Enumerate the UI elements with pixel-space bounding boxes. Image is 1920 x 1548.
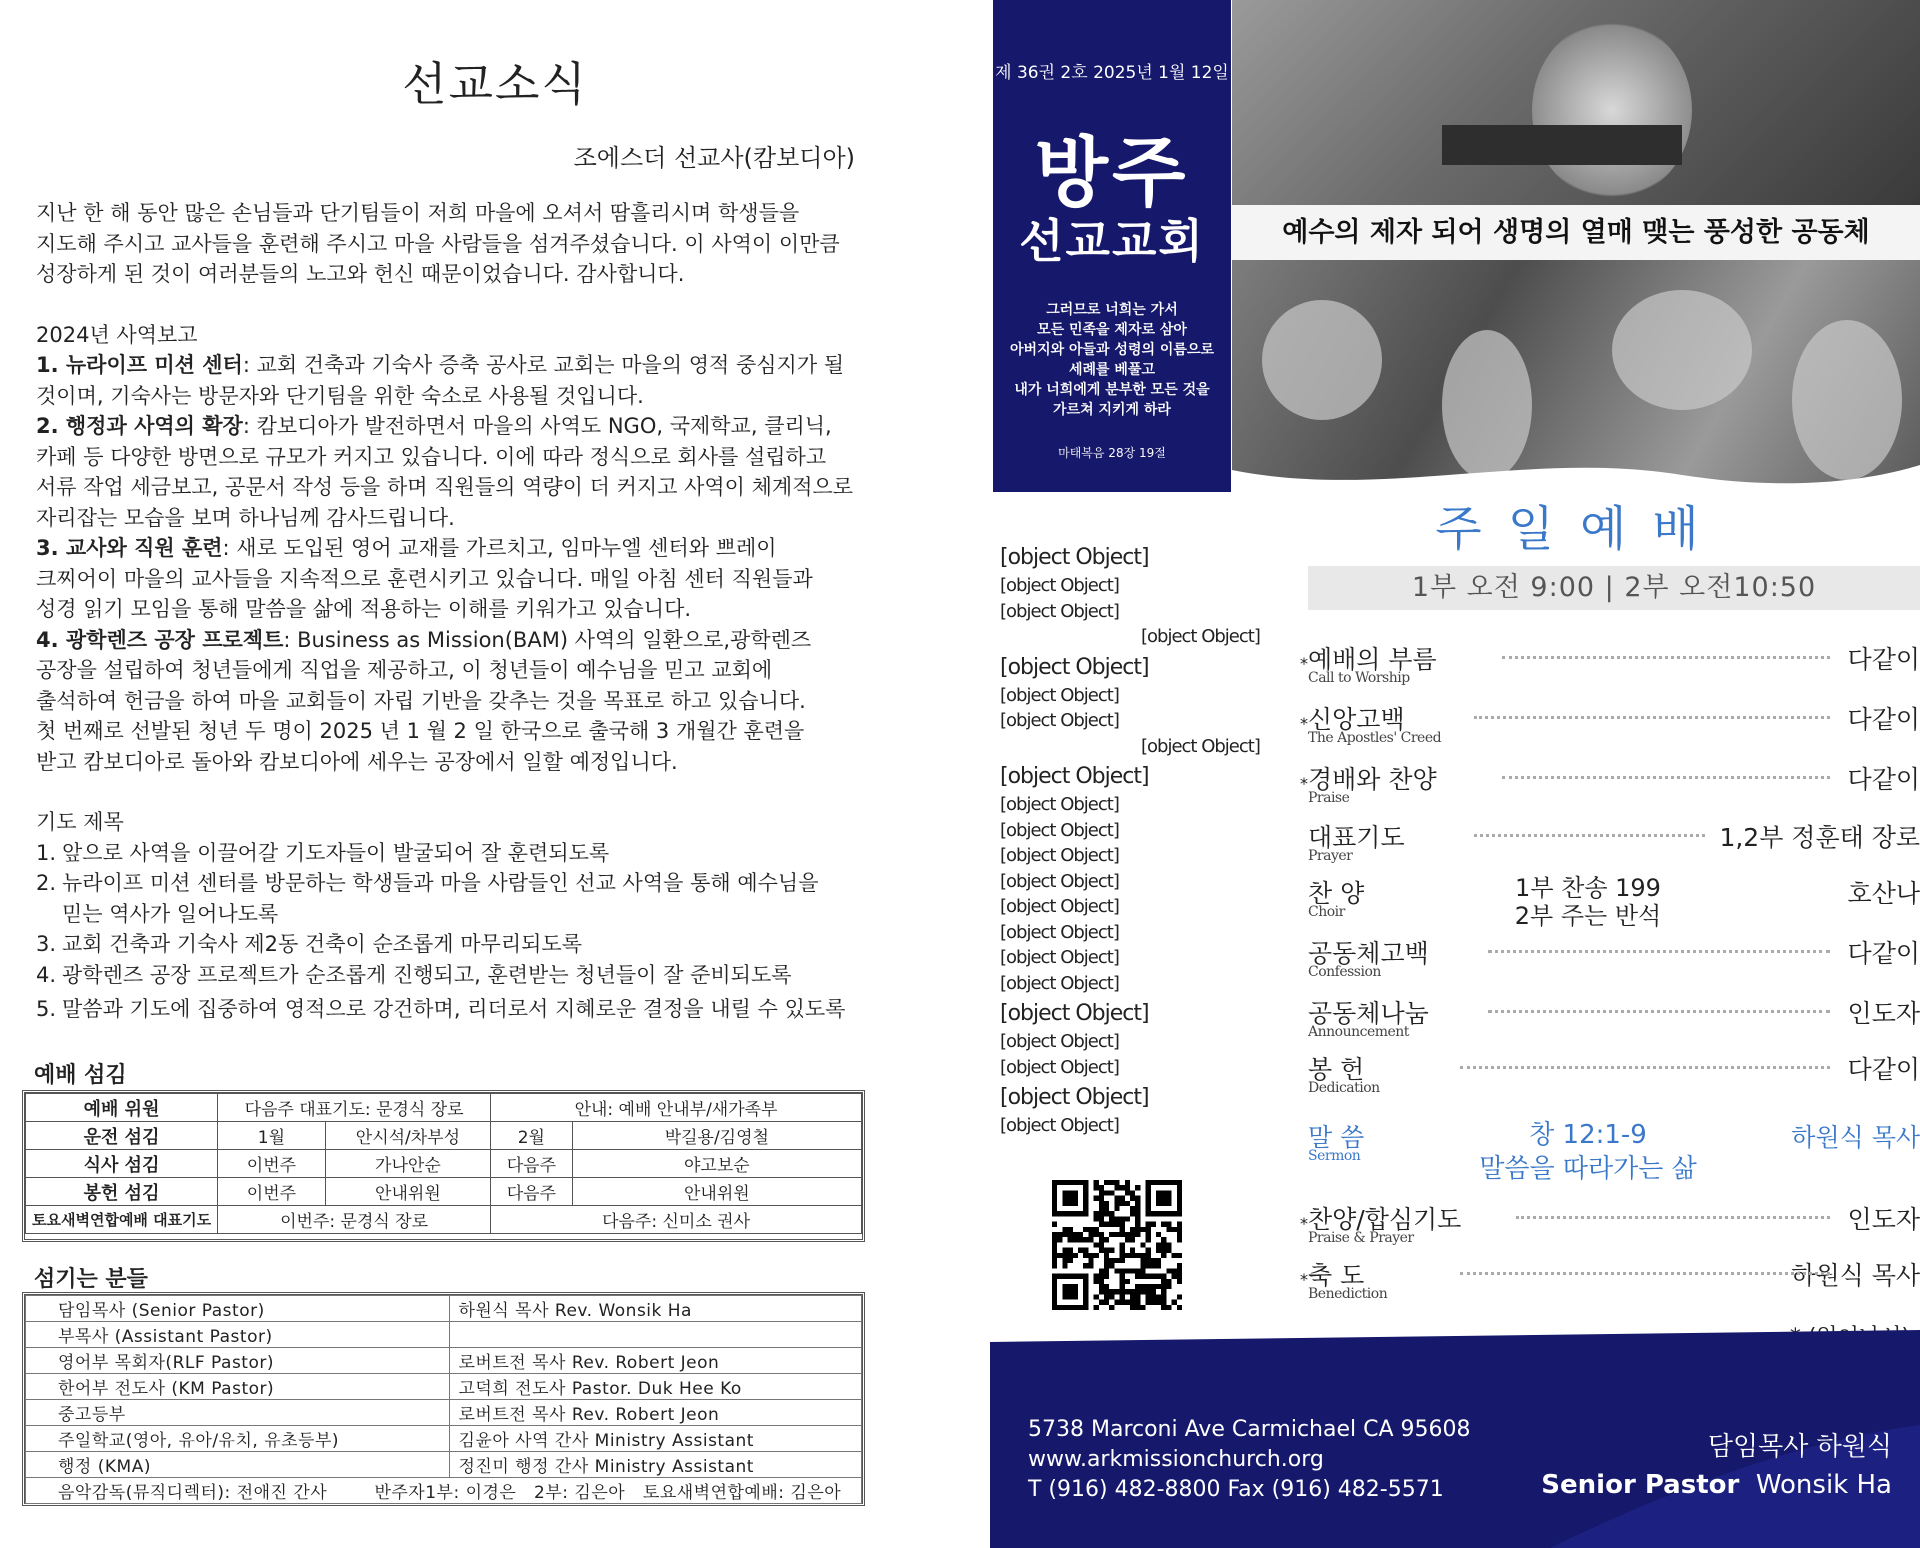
table-row <box>26 1122 862 1150</box>
table-cell: 로버트전 목사 Rev. Robert Jeon <box>450 1348 862 1374</box>
prayer-heading: 기도 제목 <box>36 810 124 834</box>
schedule-heading: [object Object] <box>1000 1085 1149 1110</box>
table-row <box>26 1322 862 1348</box>
order-title-en: Confession <box>1308 964 1381 980</box>
report-text: 것이며, 기숙사는 방문자와 단기팀을 위한 숙소로 사용될 것입니다. <box>36 383 644 408</box>
leader-dots <box>1460 1066 1830 1069</box>
order-title: 공동체나눔 <box>1308 999 1429 1028</box>
table-cell: 다음주 <box>491 1150 573 1178</box>
report-line <box>36 594 916 625</box>
order-item <box>1300 700 1920 756</box>
table-cell: 주일학교(영아, 유아/유치, 유초등부) <box>26 1426 450 1452</box>
prayer-number: 3. <box>36 932 57 956</box>
issue-info: 제 36권 2호 2025년 1월 12일 <box>995 63 1229 83</box>
stand-marker: * <box>1300 654 1308 673</box>
report-text: 성경 읽기 모임을 통해 말씀을 삶에 적용하는 이해를 키워가고 있습니다. <box>36 597 692 621</box>
leader-dots <box>1488 1010 1830 1013</box>
prayer-item <box>36 868 916 929</box>
order-leader: 다같이 <box>1847 705 1920 734</box>
report-line <box>36 442 916 473</box>
report-text: : 캄보디아가 발전하면서 마을의 사역도 NGO, 국제학교, 클리닉, <box>242 414 832 438</box>
schedule-line: [object Object] <box>1000 600 1119 622</box>
report-list <box>36 350 916 777</box>
order-leader: 다같이 <box>1847 939 1920 968</box>
order-title: 예배의 부름 <box>1308 645 1437 674</box>
order-item <box>1300 760 1920 816</box>
prayer-number: 5. <box>36 997 57 1021</box>
report-text: 첫 번째로 선발된 청년 두 명이 2025 년 1 월 2 일 한국으로 출국해 3 개월간 훈련을 <box>36 719 805 743</box>
table-cell: 다음주: 신미소 권사 <box>491 1206 862 1234</box>
table-cell: 부목사 (Assistant Pastor) <box>26 1322 450 1348</box>
order-title-en: The Apostles' Creed <box>1308 730 1442 746</box>
schedule-line: [object Object] <box>1141 626 1260 647</box>
report-text: : 새로 도입된 영어 교재를 가르치고, 임마누엘 센터와 쁘레이 <box>222 536 777 560</box>
schedule-line: [object Object] <box>1000 1031 1119 1052</box>
leader-dots <box>1502 776 1830 779</box>
table-cell: 이번주 <box>218 1150 326 1178</box>
order-title: 신앙고백 <box>1308 705 1405 734</box>
intro-line: 지난 한 해 동안 많은 손님들과 단기팀들이 저희 마을에 오셔서 땀흘리시며 학생들을 <box>36 201 800 225</box>
intro-line: 성장하게 된 것이 여러분들의 노고와 헌신 때문이었습니다. 감사합니다. <box>36 262 685 286</box>
report-line <box>36 503 916 534</box>
schedule-line: [object Object] <box>1000 921 1119 943</box>
qr-code[interactable] <box>1052 1180 1182 1310</box>
order-item <box>1300 1256 1920 1312</box>
order-item <box>1308 1050 1920 1106</box>
masthead <box>993 0 1231 492</box>
order-title-en: Call to Worship <box>1308 670 1410 686</box>
table-row <box>26 1150 862 1178</box>
table-cell: 한어부 전도사 (KM Pastor) <box>26 1374 450 1400</box>
order-title: 경배와 찬양 <box>1308 765 1437 794</box>
verse-reference: 마태복음 28장 19절 <box>1058 446 1166 460</box>
prayer-item <box>36 838 916 869</box>
stand-marker: * <box>1300 1270 1308 1289</box>
table-cell: 안내: 예배 안내부/새가족부 <box>491 1094 862 1122</box>
table-row <box>26 1400 862 1426</box>
service-times: 1부 오전 9:00 | 2부 오전10:50 <box>1308 566 1920 610</box>
verse-line: 모든 민족을 제자로 삼아 <box>1037 322 1187 338</box>
worship-photo <box>1232 0 1920 205</box>
table-row <box>26 1478 862 1504</box>
table-cell: 2월 <box>491 1122 573 1150</box>
leader-dots <box>1460 1272 1830 1275</box>
church-name-sub: 선교교회 <box>1019 214 1205 268</box>
schedule-heading: [object Object] <box>1000 545 1149 570</box>
order-title-en: Benediction <box>1308 1286 1388 1302</box>
report-line <box>36 625 916 656</box>
prayer-number: 1. <box>36 840 57 865</box>
table-cell: 김윤아 사역 간사 Ministry Assistant <box>450 1426 862 1452</box>
table-cell: 고덕희 전도사 Pastor. Duk Hee Ko <box>450 1374 862 1400</box>
table-cell: 운전 섬김 <box>26 1122 218 1150</box>
report-text: 공장을 설립하여 청년들에게 직업을 제공하고, 이 청년들이 예수님을 믿고 교회에 <box>36 658 773 682</box>
right-page <box>990 0 1920 1548</box>
table-cell <box>450 1322 862 1348</box>
prayer-text: 교회 건축과 기숙사 제2동 건축이 순조롭게 마무리되도록 <box>62 932 582 956</box>
table-cell: 박길용/김영철 <box>572 1122 861 1150</box>
table-cell: 야고보순 <box>572 1150 861 1178</box>
report-text: : Business as Mission(BAM) 사역의 일환으로,광학렌즈 <box>283 627 812 652</box>
pastor-label-en: Senior Pastor <box>1541 1470 1740 1500</box>
order-title: 축 도 <box>1308 1261 1365 1290</box>
report-line <box>36 564 916 595</box>
service-title: 주일예배 <box>1435 501 1725 557</box>
order-title: 공동체고백 <box>1308 939 1429 968</box>
order-leader: 인도자 <box>1847 999 1920 1028</box>
report-line <box>36 686 916 717</box>
table-cell: 가나안순 <box>325 1150 490 1178</box>
report-line <box>36 381 916 412</box>
report-item-title: 1. 뉴라이프 미션 센터 <box>36 353 243 377</box>
leader-dots <box>1474 716 1830 719</box>
report-text: 받고 캄보디아로 돌아와 캄보디아에 세우는 공장에서 일할 예정입니다. <box>36 749 678 774</box>
order-leader: 1,2부 정훈태 장로 <box>1719 823 1920 852</box>
table-cell: 하원식 목사 Rev. Wonsik Ha <box>450 1296 862 1322</box>
report-line <box>36 350 916 381</box>
report-line <box>36 716 916 747</box>
address-line: 5738 Marconi Ave Carmichael CA 95608 <box>1028 1417 1471 1442</box>
website-link[interactable]: www.arkmissionchurch.org <box>1028 1447 1324 1472</box>
schedule-heading: [object Object] <box>1000 1001 1149 1026</box>
order-title: 찬양/합심기도 <box>1308 1205 1462 1234</box>
verse <box>993 300 1231 420</box>
prayer-text: 믿는 역사가 일어나도록 <box>62 901 279 926</box>
order-item <box>1300 1200 1920 1256</box>
order-item <box>1308 818 1920 874</box>
prayer-number: 2. <box>36 871 57 895</box>
report-item-title: 2. 행정과 사역의 확장 <box>36 414 243 438</box>
table-cell: 중고등부 <box>26 1400 450 1426</box>
prayer-text: 광학렌즈 공장 프로젝트가 순조롭게 진행되고, 훈련받는 청년들이 잘 준비되도록 <box>62 962 792 987</box>
schedule-line: [object Object] <box>1000 845 1119 866</box>
schedule-line: [object Object] <box>1000 575 1119 596</box>
verse-line: 세례를 베풀고 <box>1068 362 1156 378</box>
order-leader: 인도자 <box>1847 1205 1920 1234</box>
staff-table <box>25 1295 862 1504</box>
schedule-line: [object Object] <box>1000 819 1119 841</box>
report-item-title: 4. 광학렌즈 공장 프로젝트 <box>36 627 284 652</box>
table-cell: 안내위원 <box>572 1178 861 1206</box>
report-text: 서류 작업 세금보고, 공문서 작성 등을 하며 직원들의 역량이 더 커지고 사역이 체계적으로 <box>36 475 854 499</box>
order-item <box>1308 874 1920 930</box>
order-title-en: Choir <box>1308 904 1345 920</box>
schedule-line: [object Object] <box>1000 870 1119 892</box>
prayer-text: 뉴라이프 미션 센터를 방문하는 학생들과 마을 사람들인 선교 사역을 통해 예수님을 <box>62 871 819 895</box>
report-item-title: 3. 교사와 직원 훈련 <box>36 536 223 560</box>
table-cell: 1월 <box>218 1122 326 1150</box>
table-cell: 행정 (KMA) <box>26 1452 450 1478</box>
table-row <box>26 1094 862 1122</box>
leader-dots <box>1474 834 1705 837</box>
report-text: 크찌어이 마을의 교사들을 지속적으로 훈련시키고 있습니다. 매일 아침 센터 직원들과 <box>36 566 813 591</box>
phone-line: T (916) 482-8800 Fax (916) 482-5571 <box>1028 1477 1444 1502</box>
order-title-en: Announcement <box>1308 1024 1409 1040</box>
table-row <box>26 1296 862 1322</box>
schedule-line: [object Object] <box>1000 684 1119 706</box>
verse-line: 아버지와 아들과 성령의 이름으로 <box>1010 342 1214 358</box>
schedule-line: [object Object] <box>1000 1056 1119 1078</box>
pastor-name: 하원식 <box>1816 1432 1892 1462</box>
table-cell: 안내위원 <box>325 1178 490 1206</box>
table-cell: 담임목사 (Senior Pastor) <box>26 1296 450 1322</box>
report-heading: 2024년 사역보고 <box>36 322 198 347</box>
table-cell: 토요새벽연합예배 대표기도 <box>26 1206 218 1234</box>
prayer-number: 4. <box>36 962 57 987</box>
table-cell: 다음주 대표기도: 문경식 장로 <box>218 1094 491 1122</box>
verse-line: 가르쳐 지키게 하라 <box>1053 402 1171 418</box>
order-leader: 다같이 <box>1847 765 1920 794</box>
schedule-line: [object Object] <box>1000 972 1119 994</box>
schedule <box>1000 540 1260 1139</box>
stand-marker: * <box>1300 714 1308 733</box>
stand-marker: * <box>1300 774 1308 793</box>
report-text: 자리잡는 모습을 보며 하나님께 감사드립니다. <box>36 505 455 530</box>
order-title: 대표기도 <box>1308 823 1405 852</box>
church-address <box>1028 1415 1471 1505</box>
schedule-line: [object Object] <box>1000 896 1119 917</box>
page-title: 선교소식 <box>402 57 588 111</box>
order-item <box>1308 994 1920 1050</box>
service-table <box>25 1093 862 1234</box>
table-row <box>26 1374 862 1400</box>
order-title-en: Praise & Prayer <box>1308 1230 1414 1246</box>
prayer-item <box>36 960 916 991</box>
table-cell: 정진미 행정 간사 Ministry Assistant <box>450 1452 862 1478</box>
order-leader: 다같이 <box>1847 645 1920 674</box>
prayer-item <box>36 929 916 960</box>
table-cell: 안시석/차부성 <box>325 1122 490 1150</box>
author: 조에스더 선교사(캄보디아) <box>573 144 855 172</box>
table-row <box>26 1206 862 1234</box>
order-title-en: Prayer <box>1308 848 1353 864</box>
table-cell: 다음주 <box>491 1178 573 1206</box>
table-row <box>26 1452 862 1478</box>
stand-marker: * <box>1300 1214 1308 1233</box>
report-text: : 교회 건축과 기숙사 증축 공사로 교회는 마을의 영적 중심지가 될 <box>242 353 845 377</box>
table-cell: 예배 위원 <box>26 1094 218 1122</box>
motto: 예수의 제자 되어 생명의 열매 맺는 풍성한 공동체 <box>1232 205 1920 260</box>
article-body <box>36 198 916 1025</box>
schedule-line: [object Object] <box>1000 710 1119 731</box>
table-row <box>26 1178 862 1206</box>
leader-dots <box>1502 656 1830 659</box>
report-line <box>36 747 916 778</box>
schedule-line: [object Object] <box>1000 947 1119 968</box>
prayer-list <box>36 838 916 1025</box>
report-line <box>36 411 916 442</box>
report-text: 카페 등 다양한 방면으로 규모가 커지고 있습니다. 이에 따라 정식으로 회사를 설립하고 <box>36 444 827 469</box>
prayer-text: 앞으로 사역을 이끌어갈 기도자들이 발굴되어 잘 훈련되도록 <box>62 840 610 865</box>
order-item <box>1300 640 1920 696</box>
order-item <box>1308 934 1920 990</box>
leader-dots <box>1516 1216 1830 1219</box>
staff-heading: 섬기는 분들 <box>34 1267 148 1292</box>
prayer-item <box>36 994 916 1025</box>
order-title-en: Praise <box>1308 790 1350 806</box>
pastor-label: 담임목사 <box>1707 1432 1809 1462</box>
order-leader: 호산나 <box>1847 879 1920 908</box>
order-leader: 하원식 목사 <box>1791 1261 1920 1290</box>
report-text: 출석하여 헌금을 하여 마을 교회들이 자립 기반을 갖추는 것을 목표로 하고 있습니다. <box>36 688 806 713</box>
schedule-heading: [object Object] <box>1000 764 1149 789</box>
leader-dots <box>1488 950 1830 953</box>
church-name: 방주 <box>1034 128 1190 217</box>
schedule-line: [object Object] <box>1000 794 1119 815</box>
report-line <box>36 472 916 503</box>
order-title: 찬 양 <box>1308 879 1365 908</box>
order-leader: 다같이 <box>1847 1055 1920 1084</box>
table-row <box>26 1348 862 1374</box>
order-title-en: Sermon <box>1308 1148 1361 1164</box>
table-cell: 이번주 <box>218 1178 326 1206</box>
schedule-heading: [object Object] <box>1000 654 1149 680</box>
verse-line: 그러므로 너희는 가서 <box>1046 302 1178 318</box>
table-cell: 식사 섬김 <box>26 1150 218 1178</box>
table-cell: 로버트전 목사 Rev. Robert Jeon <box>450 1400 862 1426</box>
service-heading: 예배 섬김 <box>34 1063 127 1088</box>
schedule-line: [object Object] <box>1000 1115 1119 1136</box>
intro-line: 지도해 주시고 교사들을 훈련해 주시고 마을 사람들을 섬겨주셨습니다. 이 사역이 이만큼 <box>36 231 840 256</box>
pastor-name-en: Wonsik Ha <box>1755 1470 1892 1500</box>
order-title-en: Dedication <box>1308 1080 1380 1096</box>
sermon-text: 창 12:1-9 말씀을 따라가는 삶 <box>1479 1120 1697 1184</box>
choir-hymns: 1부 찬송 199 2부 주는 반석 <box>1514 874 1662 930</box>
pastor-signature <box>1541 1428 1892 1504</box>
order-title: 말 씀 <box>1308 1123 1365 1152</box>
schedule-line: [object Object] <box>1141 735 1260 757</box>
order-item <box>1308 1118 1920 1184</box>
table-cell: 음악감독(뮤직디렉터): 전애진 간사 반주자1부: 이경은 2부: 김은아 토요새벽연합예배: 김은아 <box>26 1478 862 1504</box>
order-leader: 하원식 목사 <box>1791 1123 1920 1152</box>
report-line <box>36 655 916 686</box>
order-title: 봉 헌 <box>1308 1055 1365 1084</box>
verse-line: 내가 너희에게 분부한 모든 것을 <box>1014 382 1210 398</box>
table-row <box>26 1426 862 1452</box>
table-cell: 봉헌 섬김 <box>26 1178 218 1206</box>
prayer-text: 말씀과 기도에 집중하여 영적으로 강건하며, 리더로서 지혜로운 결정을 내릴 수 있도록 <box>62 997 846 1021</box>
report-line <box>36 533 916 564</box>
table-cell: 영어부 목회자(RLF Pastor) <box>26 1348 450 1374</box>
table-cell: 이번주: 문경식 장로 <box>218 1206 491 1234</box>
